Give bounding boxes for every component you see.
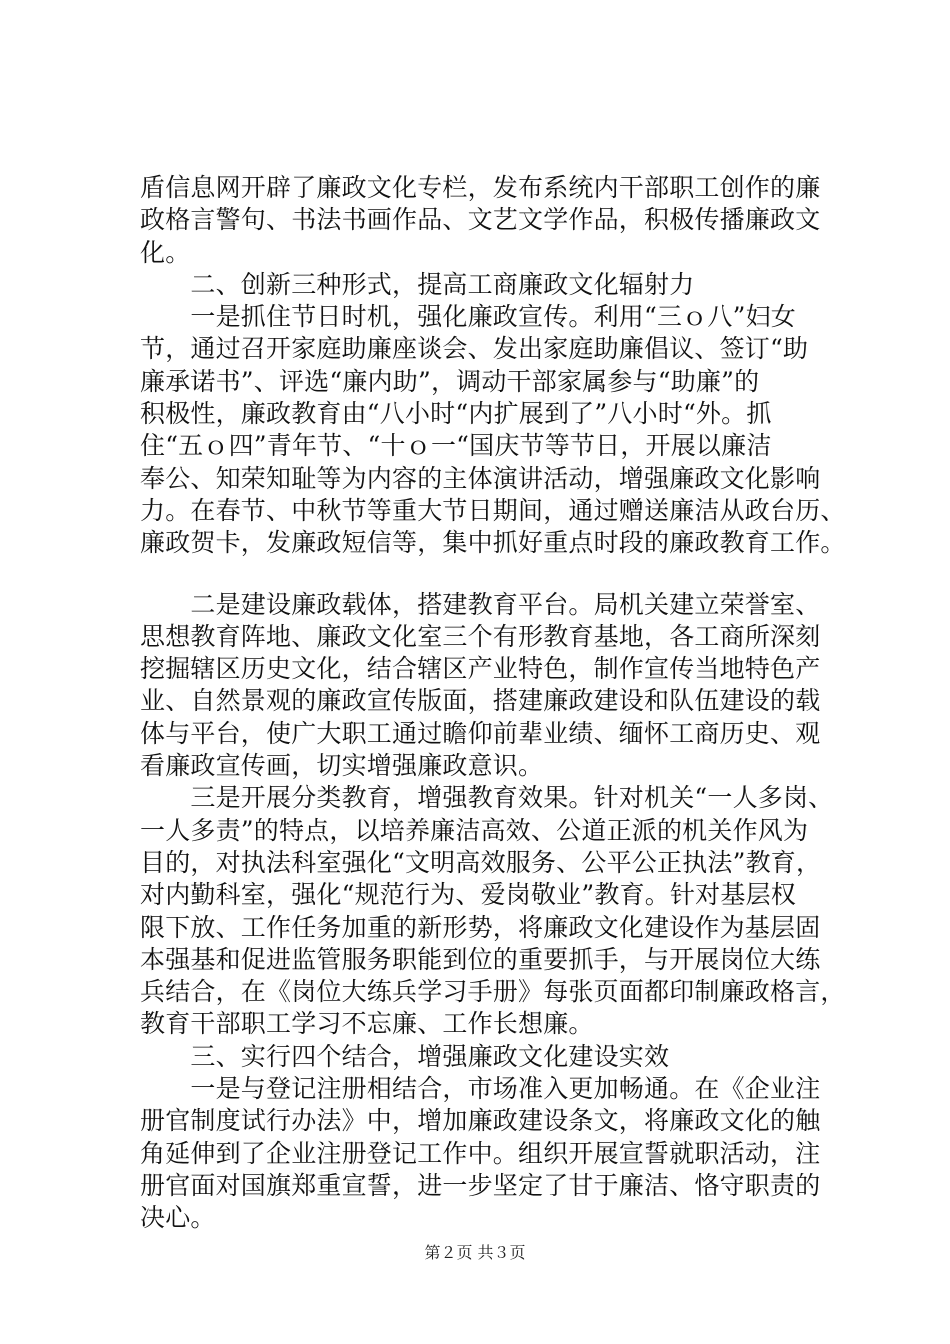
text-line: 册官制度试行办法》中，增加廉政建设条文，将廉政文化的触 [140,1106,821,1136]
document-body [140,172,846,1235]
text-line: 业、自然景观的廉政宣传版面，搭建廉政建设和队伍建设的载 [140,686,821,716]
text-line: 角延伸到了企业注册登记工作中。组织开展宣誓就职活动，注 [140,1138,821,1168]
text-line: 兵结合，在《岗位大练兵学习手册》每张页面都印制廉政格言， [140,977,846,1007]
text-line: 体与平台，使广大职工通过瞻仰前辈业绩、缅怀工商历史、观 [140,718,821,748]
text-line: 政格言警句、书法书画作品、文艺文学作品，积极传播廉政文 [140,205,821,235]
text-line: 册官面对国旗郑重宣誓，进一步坚定了甘于廉洁、恪守职责的 [140,1170,821,1200]
text-line: 本强基和促进监管服务职能到位的重要抓手，与开展岗位大练 [140,944,821,974]
text-line: 力。在春节、中秋节等重大节日期间，通过赠送廉洁从政台历、 [140,495,846,525]
text-line: 一人多责”的特点，以培养廉洁高效、公道正派的机关作风为 [140,815,809,845]
text-line: 看廉政宣传画，切实增强廉政意识。 [140,751,544,781]
text-line: 化。 [140,237,191,267]
section-heading: 二、创新三种形式，提高工商廉政文化辐射力 [140,269,695,299]
text-line: 节，通过召开家庭助廉座谈会、发出家庭助廉倡议、签订“助 [140,334,809,364]
text-line: 决心。 [140,1203,216,1233]
text-line: 积极性，廉政教育由“八小时“内扩展到了”八小时“外。抓 [140,399,772,429]
text-line: 一是与登记注册相结合，市场准入更加畅通。在《企业注 [140,1074,821,1104]
text-line: 廉政贺卡，发廉政短信等，集中抓好重点时段的廉政教育工作。 [140,528,846,558]
text-line: 目的，对执法科室强化“文明高效服务、公平公正执法”教育， [140,847,822,877]
text-line: 廉承诺书”、评选“廉内助”，调动干部家属参与“助廉”的 [140,366,760,396]
text-line: 一是抓住节日时机，强化廉政宣传。利用“三ｏ八”妇女 [140,302,796,332]
text-line: 住“五ｏ四”青年节、“十ｏ一“国庆节等节日，开展以廉洁 [140,431,772,461]
section-heading: 三、实行四个结合，增强廉政文化建设实效 [140,1041,670,1071]
paragraph-gap [140,560,840,589]
text-line: 二是建设廉政载体，搭建教育平台。局机关建立荣誉室、 [140,589,821,619]
text-line: 教育干部职工学习不忘廉、工作长想廉。 [140,1009,594,1039]
page-number-footer: 第２页 共３页 [424,1243,526,1262]
text-line: 挖掘辖区历史文化，结合辖区产业特色，制作宣传当地特色产 [140,654,821,684]
text-line: 盾信息网开辟了廉政文化专栏，发布系统内干部职工创作的廉 [140,173,821,202]
text-line: 对内勤科室，强化“规范行为、爱岗敬业”教育。针对基层权 [140,880,796,910]
text-line: 奉公、知荣知耻等为内容的主体演讲活动，增强廉政文化影响 [140,463,821,493]
text-line: 限下放、工作任务加重的新形势，将廉政文化建设作为基层固 [140,912,821,942]
text-line: 思想教育阵地、廉政文化室三个有形教育基地，各工商所深刻 [140,621,821,651]
text-line: 三是开展分类教育，增强教育效果。针对机关“一人多岗、 [140,783,834,813]
